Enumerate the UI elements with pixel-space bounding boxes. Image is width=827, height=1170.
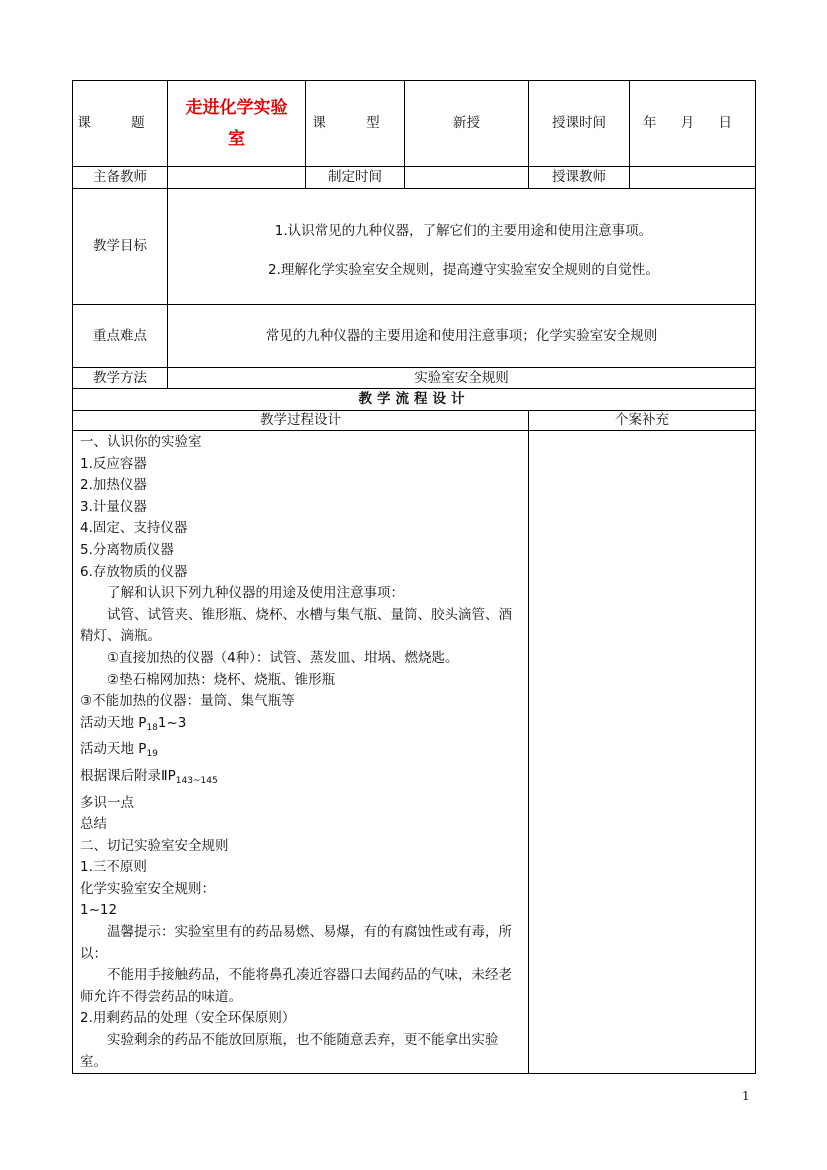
- content-line: ②垫石棉网加热：烧杯、烧瓶、锥形瓶: [107, 671, 336, 688]
- goals-row: [73, 189, 756, 305]
- flow-title: 教学流程设计: [73, 389, 756, 411]
- header-row: [73, 81, 756, 167]
- type-label: 课 型: [306, 81, 405, 167]
- goal-item-1: 1.认识常见的九种仪器，了解它们的主要用途和使用注意事项。: [274, 223, 653, 240]
- key-points-row: [73, 305, 756, 368]
- goals-content: [168, 189, 756, 305]
- key-points-value: 常见的九种仪器的主要用途和使用注意事项；化学实验室安全规则: [168, 305, 756, 368]
- content-line: 了解和认识下列九种仪器的用途及使用注意事项：: [107, 585, 404, 602]
- date-value: 年 月 日: [630, 81, 756, 167]
- content-line: 二、切记实验室安全规则: [80, 837, 229, 854]
- content-line: 活动天地 $P_{18}1\sim 3$: [80, 714, 187, 733]
- content-line: 总结: [80, 816, 107, 833]
- content-line: 2.用剩药品的处理（安全环保原则）: [80, 1010, 296, 1027]
- process-content: [73, 431, 529, 1074]
- set-time-value[interactable]: [405, 167, 529, 189]
- page-number: 1: [742, 1089, 750, 1103]
- content-line: 1~12: [80, 902, 118, 919]
- method-label: 教学方法: [73, 368, 168, 389]
- topic-label: 课 题: [73, 81, 168, 167]
- goals-label: 教学目标: [73, 189, 168, 305]
- topic-title-line1: 走进化学实验: [185, 97, 288, 118]
- content-line: 一、认识你的实验室: [80, 434, 202, 450]
- content-line: 根据课后附录$ⅡP_{143\sim 145}$: [80, 767, 218, 786]
- teacher-row: [73, 167, 756, 189]
- lead-teacher-value[interactable]: [168, 167, 306, 189]
- content-paragraph: 不能用手接触药品，不能将鼻孔凑近容器口去闻药品的气味，未经老师允许不得尝药品的味道。: [80, 967, 512, 1005]
- content-line: ①直接加热的仪器（4种）：试管、蒸发皿、坩埚、燃烧匙。: [107, 649, 459, 666]
- goal-item-2: 2.理解化学实验室安全规则，提高遵守实验室安全规则的自觉性。: [268, 261, 659, 278]
- content-line: 活动天地 $P_{19}$: [80, 741, 158, 760]
- topic-title: [168, 81, 306, 167]
- method-row: [73, 368, 756, 389]
- content-line: 多识一点: [80, 794, 134, 811]
- content-line: 1.三不原则: [80, 859, 147, 876]
- lesson-plan-table: [72, 80, 756, 1074]
- method-value: 实验室安全规则: [168, 368, 756, 389]
- flow-header-row: [73, 411, 756, 431]
- content-line: 化学实验室安全规则：: [80, 880, 215, 897]
- content-paragraph: 实验剩余的药品不能放回原瓶，也不能随意丢弃，更不能拿出实验室。: [80, 1032, 499, 1070]
- content-line: 4.固定、支持仪器: [80, 520, 188, 537]
- content-line: 5.分离物质仪器: [80, 541, 174, 558]
- content-line: ③不能加热的仪器：量筒、集气瓶等: [80, 693, 295, 710]
- teacher-value[interactable]: [630, 167, 756, 189]
- key-points-label: 重点难点: [73, 305, 168, 368]
- content-paragraph: 试管、试管夹、锥形瓶、烧杯、水槽与集气瓶、量筒、胶头滴管、酒精灯、滴瓶。: [80, 606, 512, 645]
- flow-title-row: [73, 389, 756, 411]
- set-time-label: 制定时间: [306, 167, 405, 189]
- supplement-column-header: 个案补充: [529, 411, 756, 431]
- process-column-header: 教学过程设计: [73, 411, 529, 431]
- lead-teacher-label: 主备教师: [73, 167, 168, 189]
- flow-content-row: [73, 431, 756, 1074]
- type-value: 新授: [405, 81, 529, 167]
- supplement-content[interactable]: [529, 431, 756, 1074]
- time-label: 授课时间: [529, 81, 630, 167]
- content-line: 6.存放物质的仪器: [80, 563, 188, 580]
- content-paragraph: 温馨提示：实验室里有的药品易燃、易爆，有的有腐蚀性或有毒，所以：: [80, 924, 512, 962]
- content-line: 3.计量仪器: [80, 498, 147, 515]
- teacher-label: 授课教师: [529, 167, 630, 189]
- content-line: 2.加热仪器: [80, 477, 147, 494]
- content-line: 1.反应容器: [80, 455, 147, 472]
- topic-title-line2: 室: [228, 128, 245, 149]
